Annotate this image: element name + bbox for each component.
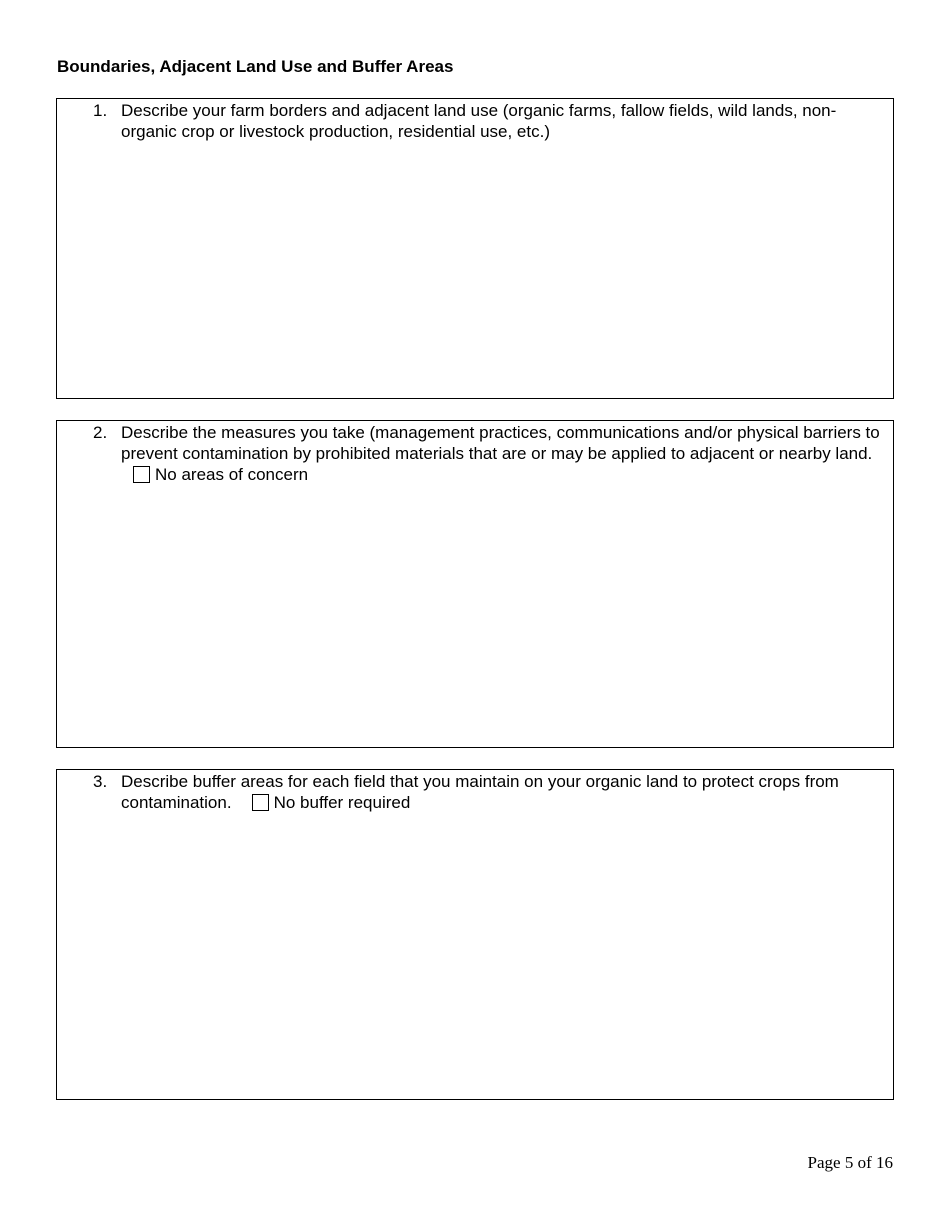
question-2-number: 2. [93, 423, 108, 442]
question-3-body [121, 771, 883, 813]
page-number: Page 5 of 16 [807, 1153, 893, 1172]
question-3-number: 3. [93, 772, 108, 791]
question-2-response-area[interactable] [65, 493, 885, 739]
section-title: Boundaries, Adjacent Land Use and Buffer Areas [57, 57, 454, 76]
no-buffer-required-label: No buffer required [273, 793, 411, 812]
question-3 [93, 771, 883, 813]
question-3-box [56, 769, 894, 1100]
question-1-number: 1. [93, 101, 108, 120]
question-2-box [56, 420, 894, 748]
question-1 [93, 100, 883, 142]
no-areas-of-concern-checkbox[interactable] [133, 466, 150, 483]
question-1-response-area[interactable] [65, 151, 885, 390]
question-1-text: Describe your farm borders and adjacent land use (organic farms, fallow fields, wild lands, non-organic crop or livestock production, residential use, etc.) [121, 101, 837, 141]
question-3-text: Describe buffer areas for each field that you maintain on your organic land to protect crops from contamination. [121, 772, 839, 812]
question-2-body [121, 422, 883, 485]
question-1-box [56, 98, 894, 399]
question-2-text: Describe the measures you take (management practices, communications and/or physical barriers to prevent contamination by prohibited materials that are or may be applied to adjacent or nearby land. [121, 423, 880, 463]
no-buffer-required-checkbox[interactable] [252, 794, 269, 811]
question-3-response-area[interactable] [65, 822, 885, 1091]
question-2 [93, 422, 883, 485]
no-areas-of-concern-label: No areas of concern [155, 465, 309, 484]
